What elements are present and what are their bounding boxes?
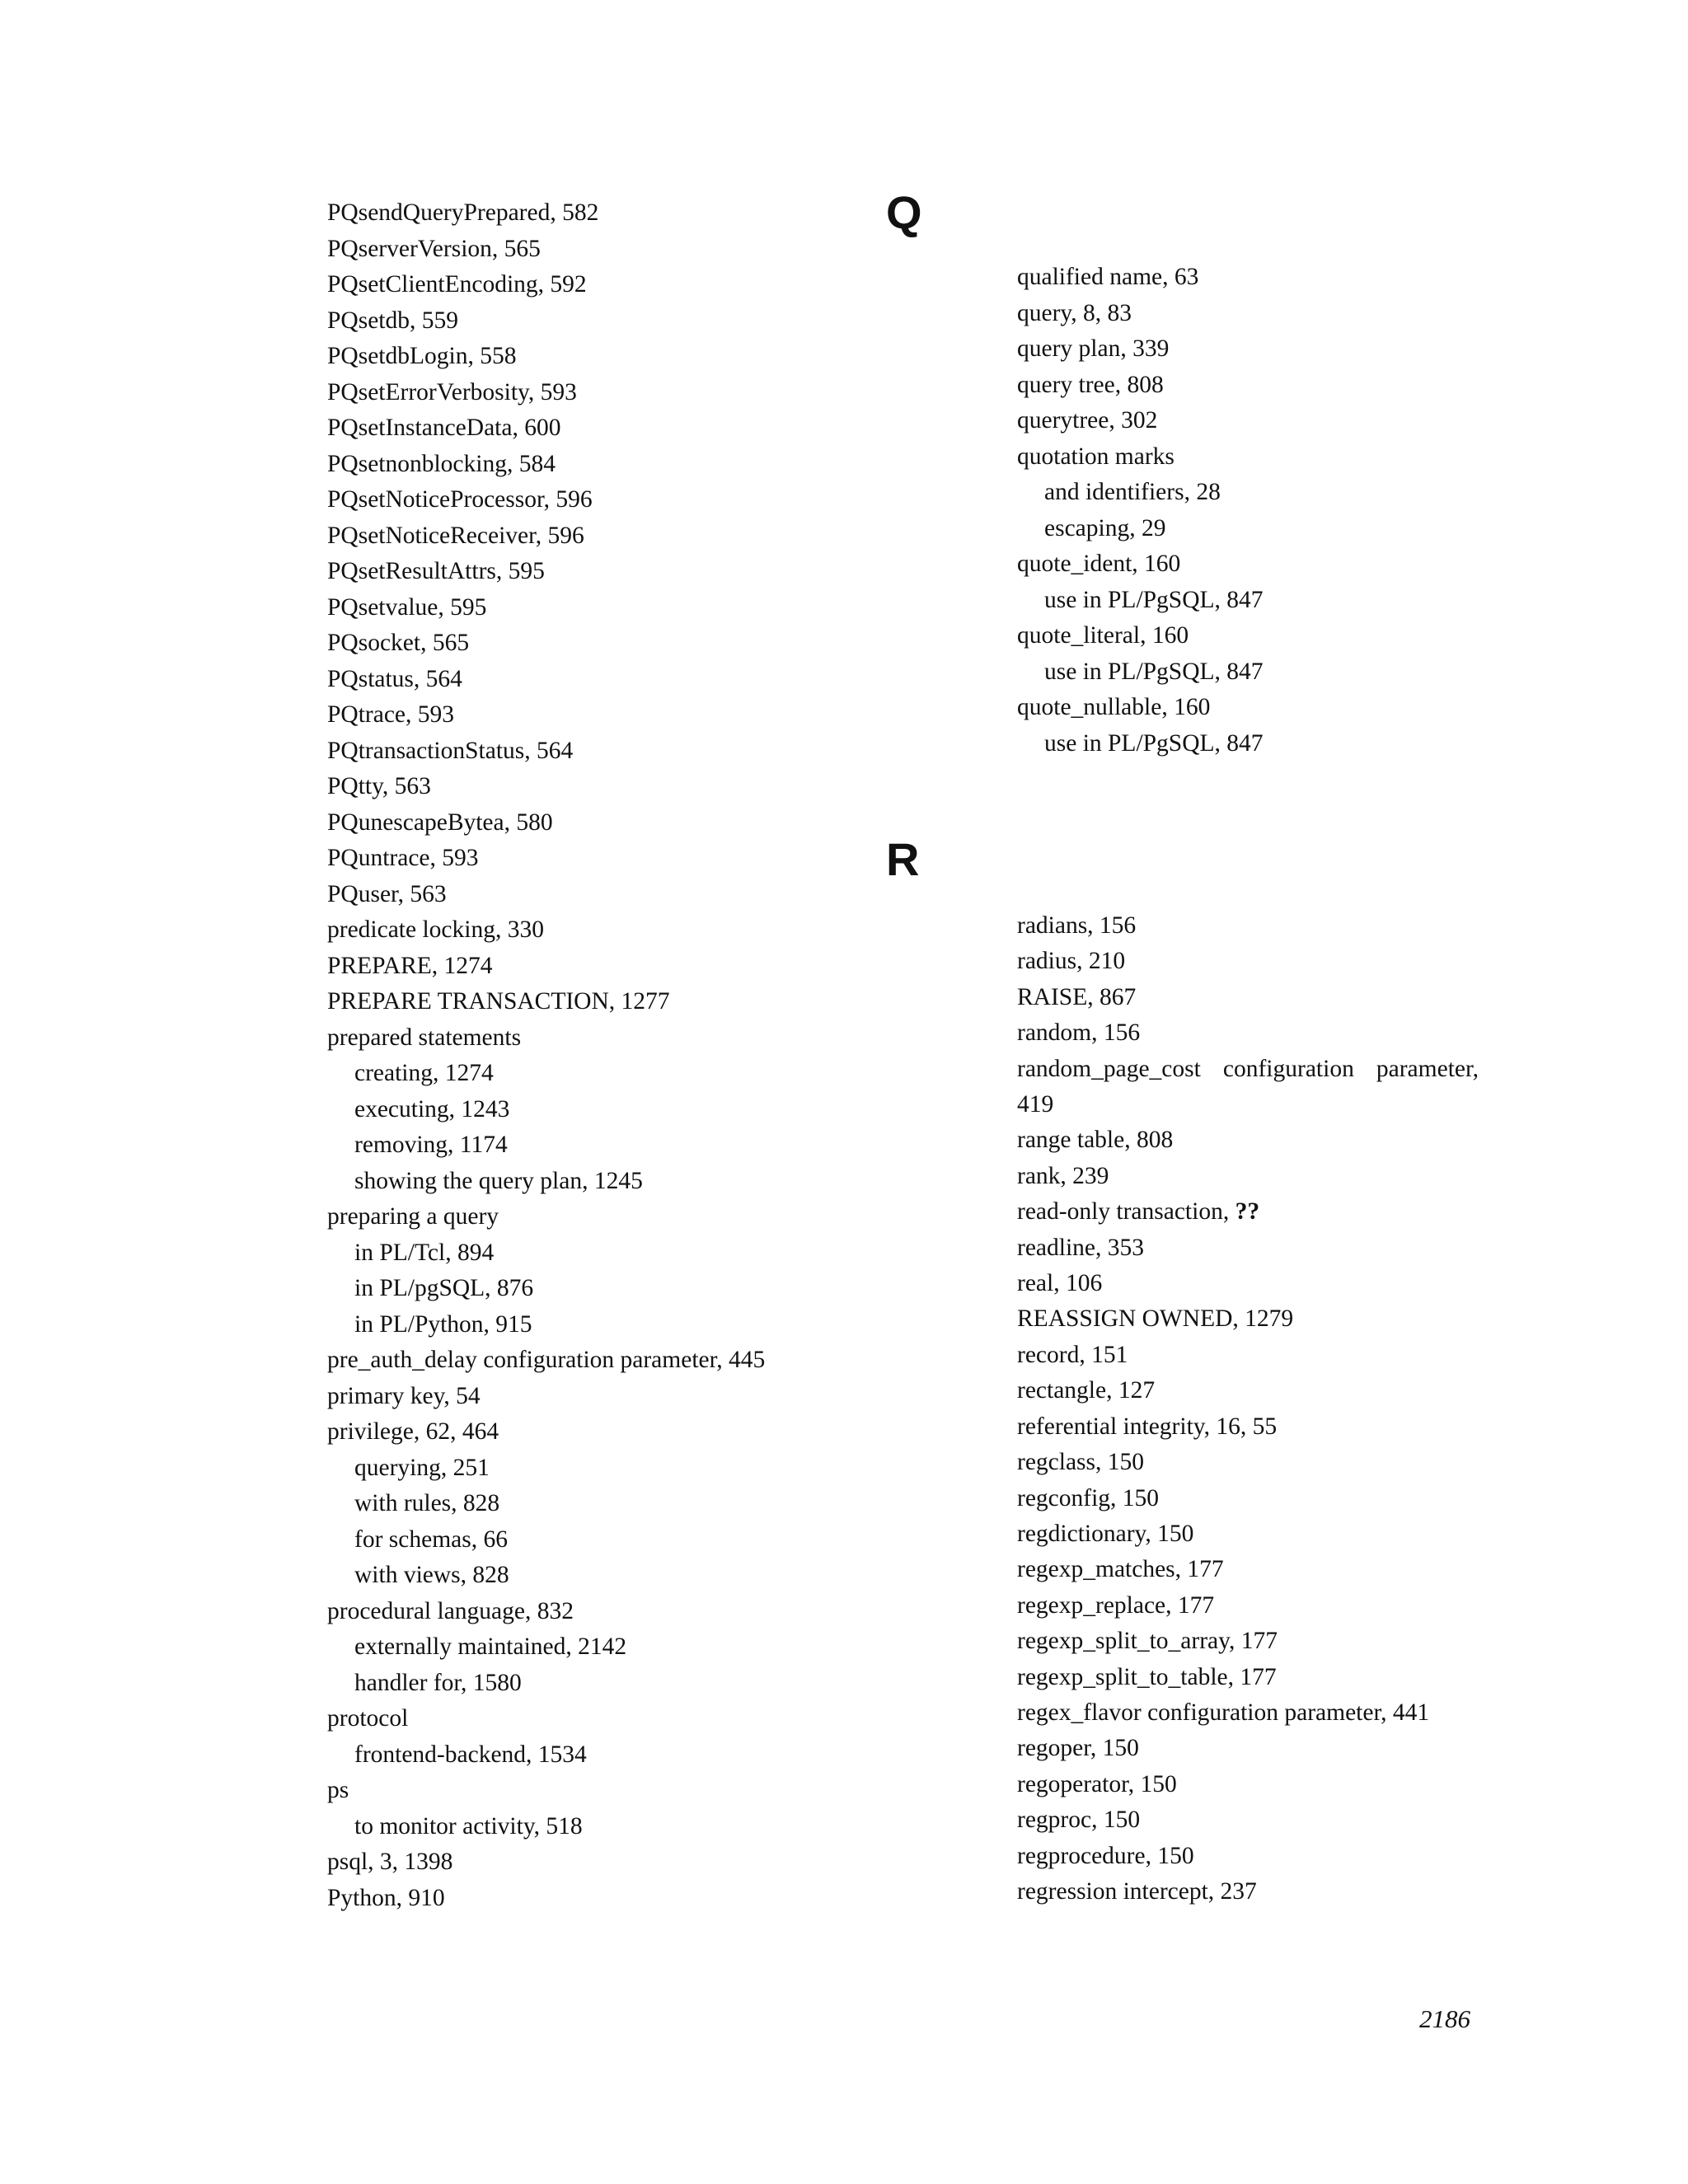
index-entry-continuation: 419 xyxy=(1017,1091,1054,1118)
index-entry: protocol xyxy=(327,1705,409,1732)
index-subentry: handler for, 1580 xyxy=(354,1669,522,1696)
index-entry: regexp_split_to_array, 177 xyxy=(1017,1628,1278,1655)
index-subentry: removing, 1174 xyxy=(354,1132,508,1158)
index-column-left xyxy=(327,195,838,1916)
index-entry: privilege, 62, 464 xyxy=(327,1418,499,1445)
index-entry: PQsetdb, 559 xyxy=(327,307,458,334)
index-entry: Python, 910 xyxy=(327,1884,445,1911)
index-entry: regdictionary, 150 xyxy=(1017,1520,1194,1547)
index-subentry: frontend-backend, 1534 xyxy=(354,1741,587,1768)
index-entry: pre_auth_delay configuration parameter, 445 xyxy=(327,1347,766,1373)
index-entry: regoperator, 150 xyxy=(1017,1770,1177,1797)
index-entry: quotation marks xyxy=(1017,443,1175,470)
index-entry: regression intercept, 237 xyxy=(1017,1877,1257,1905)
index-entry-missing-ref: ?? xyxy=(1235,1198,1260,1226)
index-entry: quote_ident, 160 xyxy=(1017,551,1181,577)
section-letter-r: R xyxy=(886,833,920,885)
index-entry: real, 106 xyxy=(1017,1270,1103,1297)
index-subentry: executing, 1243 xyxy=(354,1095,510,1122)
index-entry-text: read-only transaction, xyxy=(1017,1198,1236,1226)
index-entry: query tree, 808 xyxy=(1017,371,1164,398)
index-subentry: creating, 1274 xyxy=(354,1060,494,1086)
index-subentry: to monitor activity, 518 xyxy=(354,1812,583,1840)
index-entry: readline, 353 xyxy=(1017,1234,1144,1261)
index-entry: PREPARE, 1274 xyxy=(327,952,493,979)
index-entry: regex_flavor configuration parameter, 441 xyxy=(1017,1699,1430,1726)
index-subentry: and identifiers, 28 xyxy=(1044,479,1221,505)
index-subentry: in PL/Tcl, 894 xyxy=(354,1239,495,1266)
index-column-right-r xyxy=(1017,908,1479,1910)
index-entry: query, 8, 83 xyxy=(1017,299,1132,326)
index-entry: PQstatus, 564 xyxy=(327,665,462,692)
index-entry: quote_nullable, 160 xyxy=(1017,694,1211,720)
index-entry: REASSIGN OWNED, 1279 xyxy=(1017,1305,1294,1333)
index-entry: PQserverVersion, 565 xyxy=(327,235,541,262)
index-entry: regexp_split_to_table, 177 xyxy=(1017,1663,1277,1690)
index-entry: PQsetInstanceData, 600 xyxy=(327,415,561,441)
index-entry: referential integrity, 16, 55 xyxy=(1017,1413,1278,1440)
index-entry xyxy=(1017,1194,1479,1230)
index-entry: regproc, 150 xyxy=(1017,1807,1141,1834)
index-entry: regexp_replace, 177 xyxy=(1017,1591,1215,1619)
index-entry: qualified name, 63 xyxy=(1017,264,1199,290)
index-entry: ps xyxy=(327,1777,349,1803)
index-entry: regconfig, 150 xyxy=(1017,1484,1160,1511)
index-entry: PQsocket, 565 xyxy=(327,630,470,656)
index-subentry: showing the query plan, 1245 xyxy=(354,1167,643,1194)
index-column-right-q xyxy=(1017,260,1479,762)
index-entry: regoper, 150 xyxy=(1017,1735,1139,1762)
section-letter-q: Q xyxy=(886,186,922,238)
index-entry: radius, 210 xyxy=(1017,948,1126,975)
index-entry: radians, 156 xyxy=(1017,912,1137,939)
index-subentry: escaping, 29 xyxy=(1044,514,1166,541)
index-entry: PQunescapeBytea, 580 xyxy=(327,808,553,836)
index-entry: PQuntrace, 593 xyxy=(327,845,479,871)
index-entry: procedural language, 832 xyxy=(327,1597,574,1624)
index-entry: PQsetvalue, 595 xyxy=(327,593,487,621)
index-entry: RAISE, 867 xyxy=(1017,983,1137,1010)
index-entry: regclass, 150 xyxy=(1017,1449,1145,1476)
index-subentry: in PL/Python, 915 xyxy=(354,1310,532,1338)
index-entry: PQtransactionStatus, 564 xyxy=(327,737,574,764)
index-entry: rank, 239 xyxy=(1017,1162,1109,1189)
index-entry: PQsetdbLogin, 558 xyxy=(327,343,517,369)
index-entry: rectangle, 127 xyxy=(1017,1377,1156,1404)
index-subentry: for schemas, 66 xyxy=(354,1526,508,1553)
index-entry: preparing a query xyxy=(327,1203,499,1230)
index-entry: record, 151 xyxy=(1017,1341,1128,1368)
index-subentry: externally maintained, 2142 xyxy=(354,1633,627,1660)
index-subentry: querying, 251 xyxy=(354,1454,490,1481)
index-entry: random, 156 xyxy=(1017,1019,1141,1047)
index-entry: psql, 3, 1398 xyxy=(327,1849,453,1875)
index-entry: regprocedure, 150 xyxy=(1017,1842,1194,1869)
index-entry: regexp_matches, 177 xyxy=(1017,1556,1224,1583)
index-entry: range table, 808 xyxy=(1017,1127,1174,1154)
index-entry: PQsetNoticeProcessor, 596 xyxy=(327,486,593,513)
index-entry: prepared statements xyxy=(327,1024,522,1051)
index-entry xyxy=(1017,1052,1479,1087)
index-entry-word: random_page_cost xyxy=(1017,1055,1201,1082)
index-entry: primary key, 54 xyxy=(327,1382,481,1409)
index-entry: PQsendQueryPrepared, 582 xyxy=(327,199,599,226)
index-entry: PQsetResultAttrs, 595 xyxy=(327,558,545,584)
index-subentry: with views, 828 xyxy=(354,1562,509,1588)
index-entry: quote_literal, 160 xyxy=(1017,622,1189,649)
index-entry: PQsetNoticeReceiver, 596 xyxy=(327,522,584,549)
index-subentry: use in PL/PgSQL, 847 xyxy=(1044,586,1264,613)
index-entry: querytree, 302 xyxy=(1017,407,1158,434)
index-entry: PQtrace, 593 xyxy=(327,701,455,728)
index-entry: PQsetnonblocking, 584 xyxy=(327,450,556,477)
index-entry: PQsetErrorVerbosity, 593 xyxy=(327,378,577,405)
index-subentry: in PL/pgSQL, 876 xyxy=(354,1275,534,1301)
index-entry: PREPARE TRANSACTION, 1277 xyxy=(327,988,670,1015)
index-subentry: use in PL/PgSQL, 847 xyxy=(1044,729,1264,757)
index-entry: PQsetClientEncoding, 592 xyxy=(327,271,587,298)
index-entry-word: parameter, xyxy=(1376,1055,1479,1082)
index-entry: query plan, 339 xyxy=(1017,335,1170,362)
index-subentry: use in PL/PgSQL, 847 xyxy=(1044,658,1264,685)
index-entry: PQtty, 563 xyxy=(327,773,431,799)
index-entry-word: configuration xyxy=(1222,1055,1354,1082)
index-subentry: with rules, 828 xyxy=(354,1490,500,1516)
index-entry: predicate locking, 330 xyxy=(327,916,544,943)
index-entry: PQuser, 563 xyxy=(327,880,447,907)
page-number: 2186 xyxy=(1419,2004,1470,2033)
